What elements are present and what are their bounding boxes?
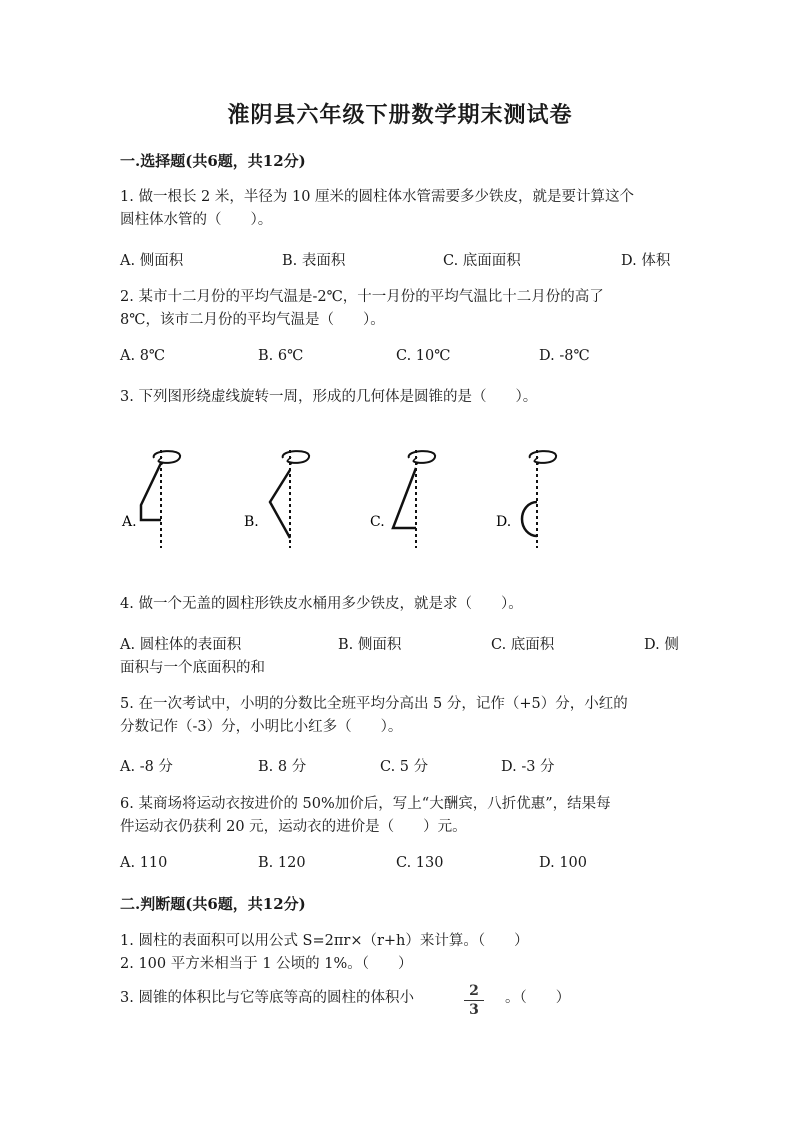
fraction-denominator: 3 xyxy=(469,1002,479,1018)
shape-b xyxy=(270,470,290,538)
question-5-option-c[interactable]: C. 5 分 xyxy=(380,759,429,775)
rotation-arrowhead-d xyxy=(534,457,539,464)
question-3-line-1: 3. 下列图形绕虚线旋转一周，形成的几何体是圆锥的是（ ）。 xyxy=(120,389,538,405)
question-4-option-d-wrap: 面积与一个底面积的和 xyxy=(120,660,265,676)
figure-c[interactable] xyxy=(370,450,435,548)
question-5-option-d[interactable]: D. -3 分 xyxy=(501,759,555,775)
question-2-option-a[interactable]: A. 8℃ xyxy=(120,348,166,364)
judgment-2: 2. 100 平方米相当于 1 公顷的 1%。（ ） xyxy=(120,956,413,972)
question-4-line-1: 4. 做一个无盖的圆柱形铁皮水桶用多少铁皮，就是求（ ）。 xyxy=(120,596,523,612)
question-4-option-d[interactable]: D. 侧 xyxy=(644,637,679,653)
question-4-option-c[interactable]: C. 底面积 xyxy=(491,637,555,653)
figure-d[interactable] xyxy=(496,450,556,548)
fraction-numerator: 2 xyxy=(469,983,479,999)
judgment-3-text: 3. 圆锥的体积比与它等底等高的圆柱的体积小 xyxy=(120,990,414,1006)
figure-a-label: A. xyxy=(122,514,137,530)
question-1-option-a[interactable]: A. 侧面积 xyxy=(120,253,184,269)
rotation-arrow-b xyxy=(283,451,309,463)
question-6-line-2: 件运动衣仍获利 20 元，运动衣的进价是（ ）元。 xyxy=(120,819,467,835)
figure-a[interactable] xyxy=(121,450,180,548)
rotation-arrow-a xyxy=(154,451,180,463)
question-5-option-b[interactable]: B. 8 分 xyxy=(258,759,307,775)
question-2-line-1: 2. 某市十二月份的平均气温是-2℃，十一月份的平均气温比十二月份的高了 xyxy=(120,289,604,305)
question-2-line-2: 8℃，该市二月份的平均气温是（ ）。 xyxy=(120,312,385,328)
figure-b-label: B. xyxy=(244,514,259,530)
question-2-option-c[interactable]: C. 10℃ xyxy=(396,348,451,364)
question-2-option-d[interactable]: D. -8℃ xyxy=(539,348,590,364)
rotation-arrowhead-b xyxy=(287,457,292,464)
judgment-3-fraction xyxy=(464,983,484,1018)
question-5-option-a[interactable]: A. -8 分 xyxy=(120,759,173,775)
figure-d-label: D. xyxy=(496,514,512,530)
question-2-option-b[interactable]: B. 6℃ xyxy=(258,348,304,364)
question-1-option-d[interactable]: D. 体积 xyxy=(621,253,671,269)
figure-b[interactable] xyxy=(244,450,309,548)
question-6-option-a[interactable]: A. 110 xyxy=(120,855,168,871)
section-heading-judgment: 二.判断题(共6题，共12分) xyxy=(120,895,306,913)
rotation-arrow-c xyxy=(409,451,435,463)
question-1-line-1: 1. 做一根长 2 米，半径为 10 厘米的圆柱体水管需要多少铁皮，就是要计算这个 xyxy=(120,189,635,205)
shape-a xyxy=(141,463,161,520)
figure-c-label: C. xyxy=(370,514,385,530)
shape-c xyxy=(393,468,416,528)
question-6-option-c[interactable]: C. 130 xyxy=(396,855,444,871)
rotation-figures xyxy=(110,440,590,555)
shape-d xyxy=(522,502,537,536)
judgment-3-tail: 。（ ） xyxy=(505,990,571,1006)
question-4-option-a[interactable]: A. 圆柱体的表面积 xyxy=(120,637,242,653)
question-1-option-c[interactable]: C. 底面面积 xyxy=(443,253,521,269)
question-5-line-1: 5. 在一次考试中，小明的分数比全班平均分高出 5 分，记作（+5）分，小红的 xyxy=(120,696,628,712)
question-1-option-b[interactable]: B. 表面积 xyxy=(282,253,346,269)
fraction-bar xyxy=(464,1000,484,1001)
question-6-option-b[interactable]: B. 120 xyxy=(258,855,306,871)
rotation-arrowhead-c xyxy=(413,457,418,464)
rotation-arrow-d xyxy=(530,451,556,463)
question-1-line-2: 圆柱体水管的（ ）。 xyxy=(120,212,273,228)
judgment-1: 1. 圆柱的表面积可以用公式 S=2πr×（r+h）来计算。（ ） xyxy=(120,933,529,949)
question-6-option-d[interactable]: D. 100 xyxy=(539,855,588,871)
question-4-option-b[interactable]: B. 侧面积 xyxy=(338,637,402,653)
question-5-line-2: 分数记作（-3）分，小明比小红多（ ）。 xyxy=(120,719,403,735)
page-title: 淮阴县六年级下册数学期末测试卷 xyxy=(227,102,573,128)
section-heading-choice: 一.选择题(共6题，共12分) xyxy=(120,152,306,170)
question-6-line-1: 6. 某商场将运动衣按进价的 50%加价后，写上“大酬宾，八折优惠”，结果每 xyxy=(120,796,611,812)
